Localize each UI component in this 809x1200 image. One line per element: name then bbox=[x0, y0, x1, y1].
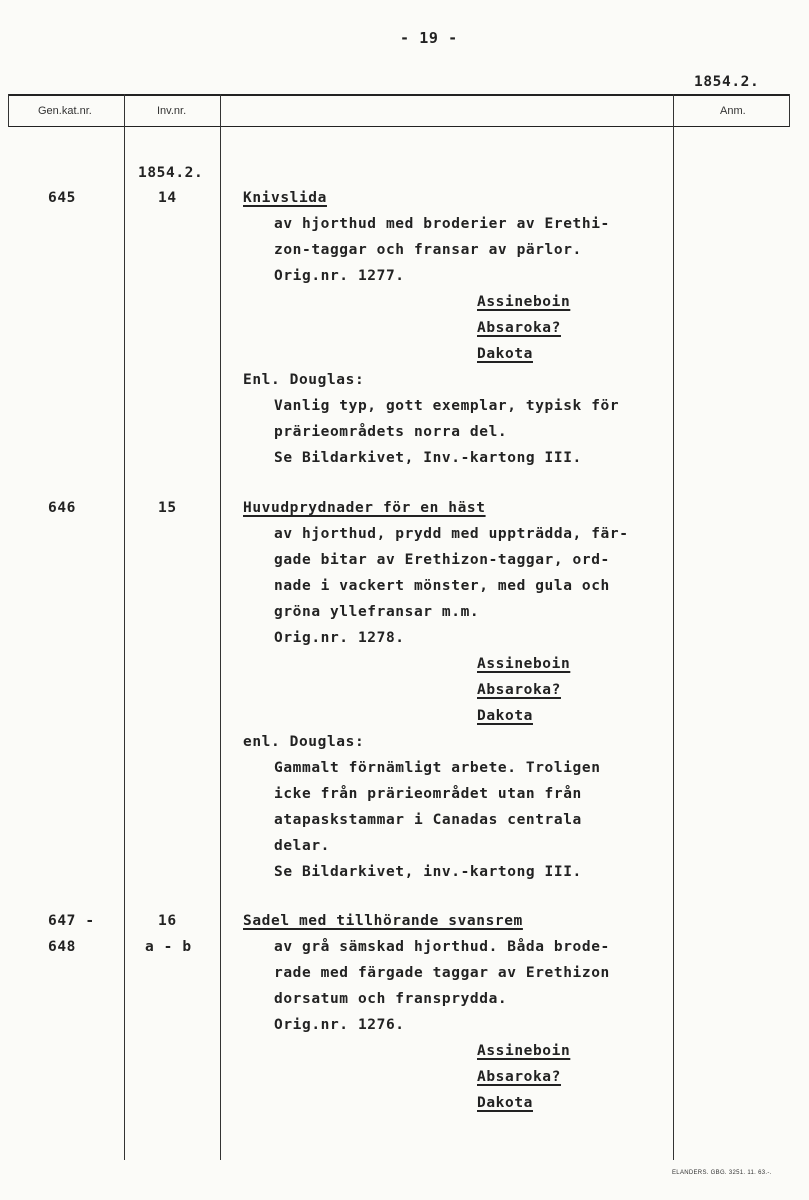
inv-number: 15 bbox=[158, 500, 177, 516]
gen-kat-number: 646 bbox=[48, 500, 76, 516]
note-line: Vanlig typ, gott exemplar, typisk för bbox=[274, 398, 620, 414]
tribe-name: Assineboin bbox=[477, 1043, 571, 1059]
entry-title: Huvudprydnader för en häst bbox=[243, 500, 486, 516]
column-divider-right bbox=[789, 94, 790, 127]
note-line: icke från prärieområdet utan från bbox=[274, 786, 582, 802]
tribe-name: Dakota bbox=[477, 1095, 533, 1111]
description-line: nade i vackert mönster, med gula och bbox=[274, 578, 610, 594]
column-divider-genkat bbox=[124, 94, 125, 1160]
description-line: av grå sämskad hjorthud. Båda brode- bbox=[274, 939, 610, 955]
original-number: Orig.nr. 1277. bbox=[274, 268, 405, 284]
description-line: dorsatum och fransprydda. bbox=[274, 991, 508, 1007]
tribe-name: Dakota bbox=[477, 346, 533, 362]
original-number: Orig.nr. 1276. bbox=[274, 1017, 405, 1033]
description-line: av hjorthud, prydd med uppträdda, fär- bbox=[274, 526, 629, 542]
tribe-name: Assineboin bbox=[477, 656, 571, 672]
column-header-genkat: Gen.kat.nr. bbox=[38, 105, 92, 117]
description-line: gade bitar av Erethizon-taggar, ord- bbox=[274, 552, 610, 568]
tribe-name: Dakota bbox=[477, 708, 533, 724]
entry-title: Knivslida bbox=[243, 190, 327, 206]
entry-title: Sadel med tillhörande svansrem bbox=[243, 913, 523, 929]
page-number: - 19 - bbox=[400, 29, 458, 47]
note-line: prärieområdets norra del. bbox=[274, 424, 508, 440]
tribe-name: Absaroka? bbox=[477, 320, 561, 336]
description-line: av hjorthud med broderier av Erethi- bbox=[274, 216, 610, 232]
gen-kat-number: 647 - bbox=[48, 913, 95, 929]
printer-mark: ELANDERS. GBG. 3251. 11. 63.-. bbox=[672, 1170, 772, 1176]
column-header-anm: Anm. bbox=[720, 105, 746, 117]
gen-kat-number: 648 bbox=[48, 939, 76, 955]
tribe-name: Absaroka? bbox=[477, 682, 561, 698]
column-divider-inv bbox=[220, 94, 221, 1160]
note-line: Se Bildarkivet, Inv.-kartong III. bbox=[274, 450, 582, 466]
tribe-name: Absaroka? bbox=[477, 1069, 561, 1085]
original-number: Orig.nr. 1278. bbox=[274, 630, 405, 646]
note-line: Se Bildarkivet, inv.-kartong III. bbox=[274, 864, 582, 880]
note-line: atapaskstammar i Canadas centrala bbox=[274, 812, 582, 828]
description-line: zon-taggar och fransar av pärlor. bbox=[274, 242, 582, 258]
description-line: gröna yllefransar m.m. bbox=[274, 604, 480, 620]
inventory-prefix: 1854.2. bbox=[138, 165, 204, 181]
inv-number: 16 bbox=[158, 913, 177, 929]
year-reference: 1854.2. bbox=[694, 74, 760, 90]
gen-kat-number: 645 bbox=[48, 190, 76, 206]
column-divider-anm bbox=[673, 94, 674, 1160]
inv-number: a - b bbox=[145, 939, 192, 955]
inv-number: 14 bbox=[158, 190, 177, 206]
note-label: enl. Douglas: bbox=[243, 734, 365, 750]
tribe-name: Assineboin bbox=[477, 294, 571, 310]
description-line: rade med färgade taggar av Erethizon bbox=[274, 965, 610, 981]
note-label: Enl. Douglas: bbox=[243, 372, 365, 388]
note-line: Gammalt förnämligt arbete. Troligen bbox=[274, 760, 601, 776]
column-header-inv: Inv.nr. bbox=[157, 105, 187, 117]
column-divider-left bbox=[8, 94, 9, 127]
note-line: delar. bbox=[274, 838, 330, 854]
